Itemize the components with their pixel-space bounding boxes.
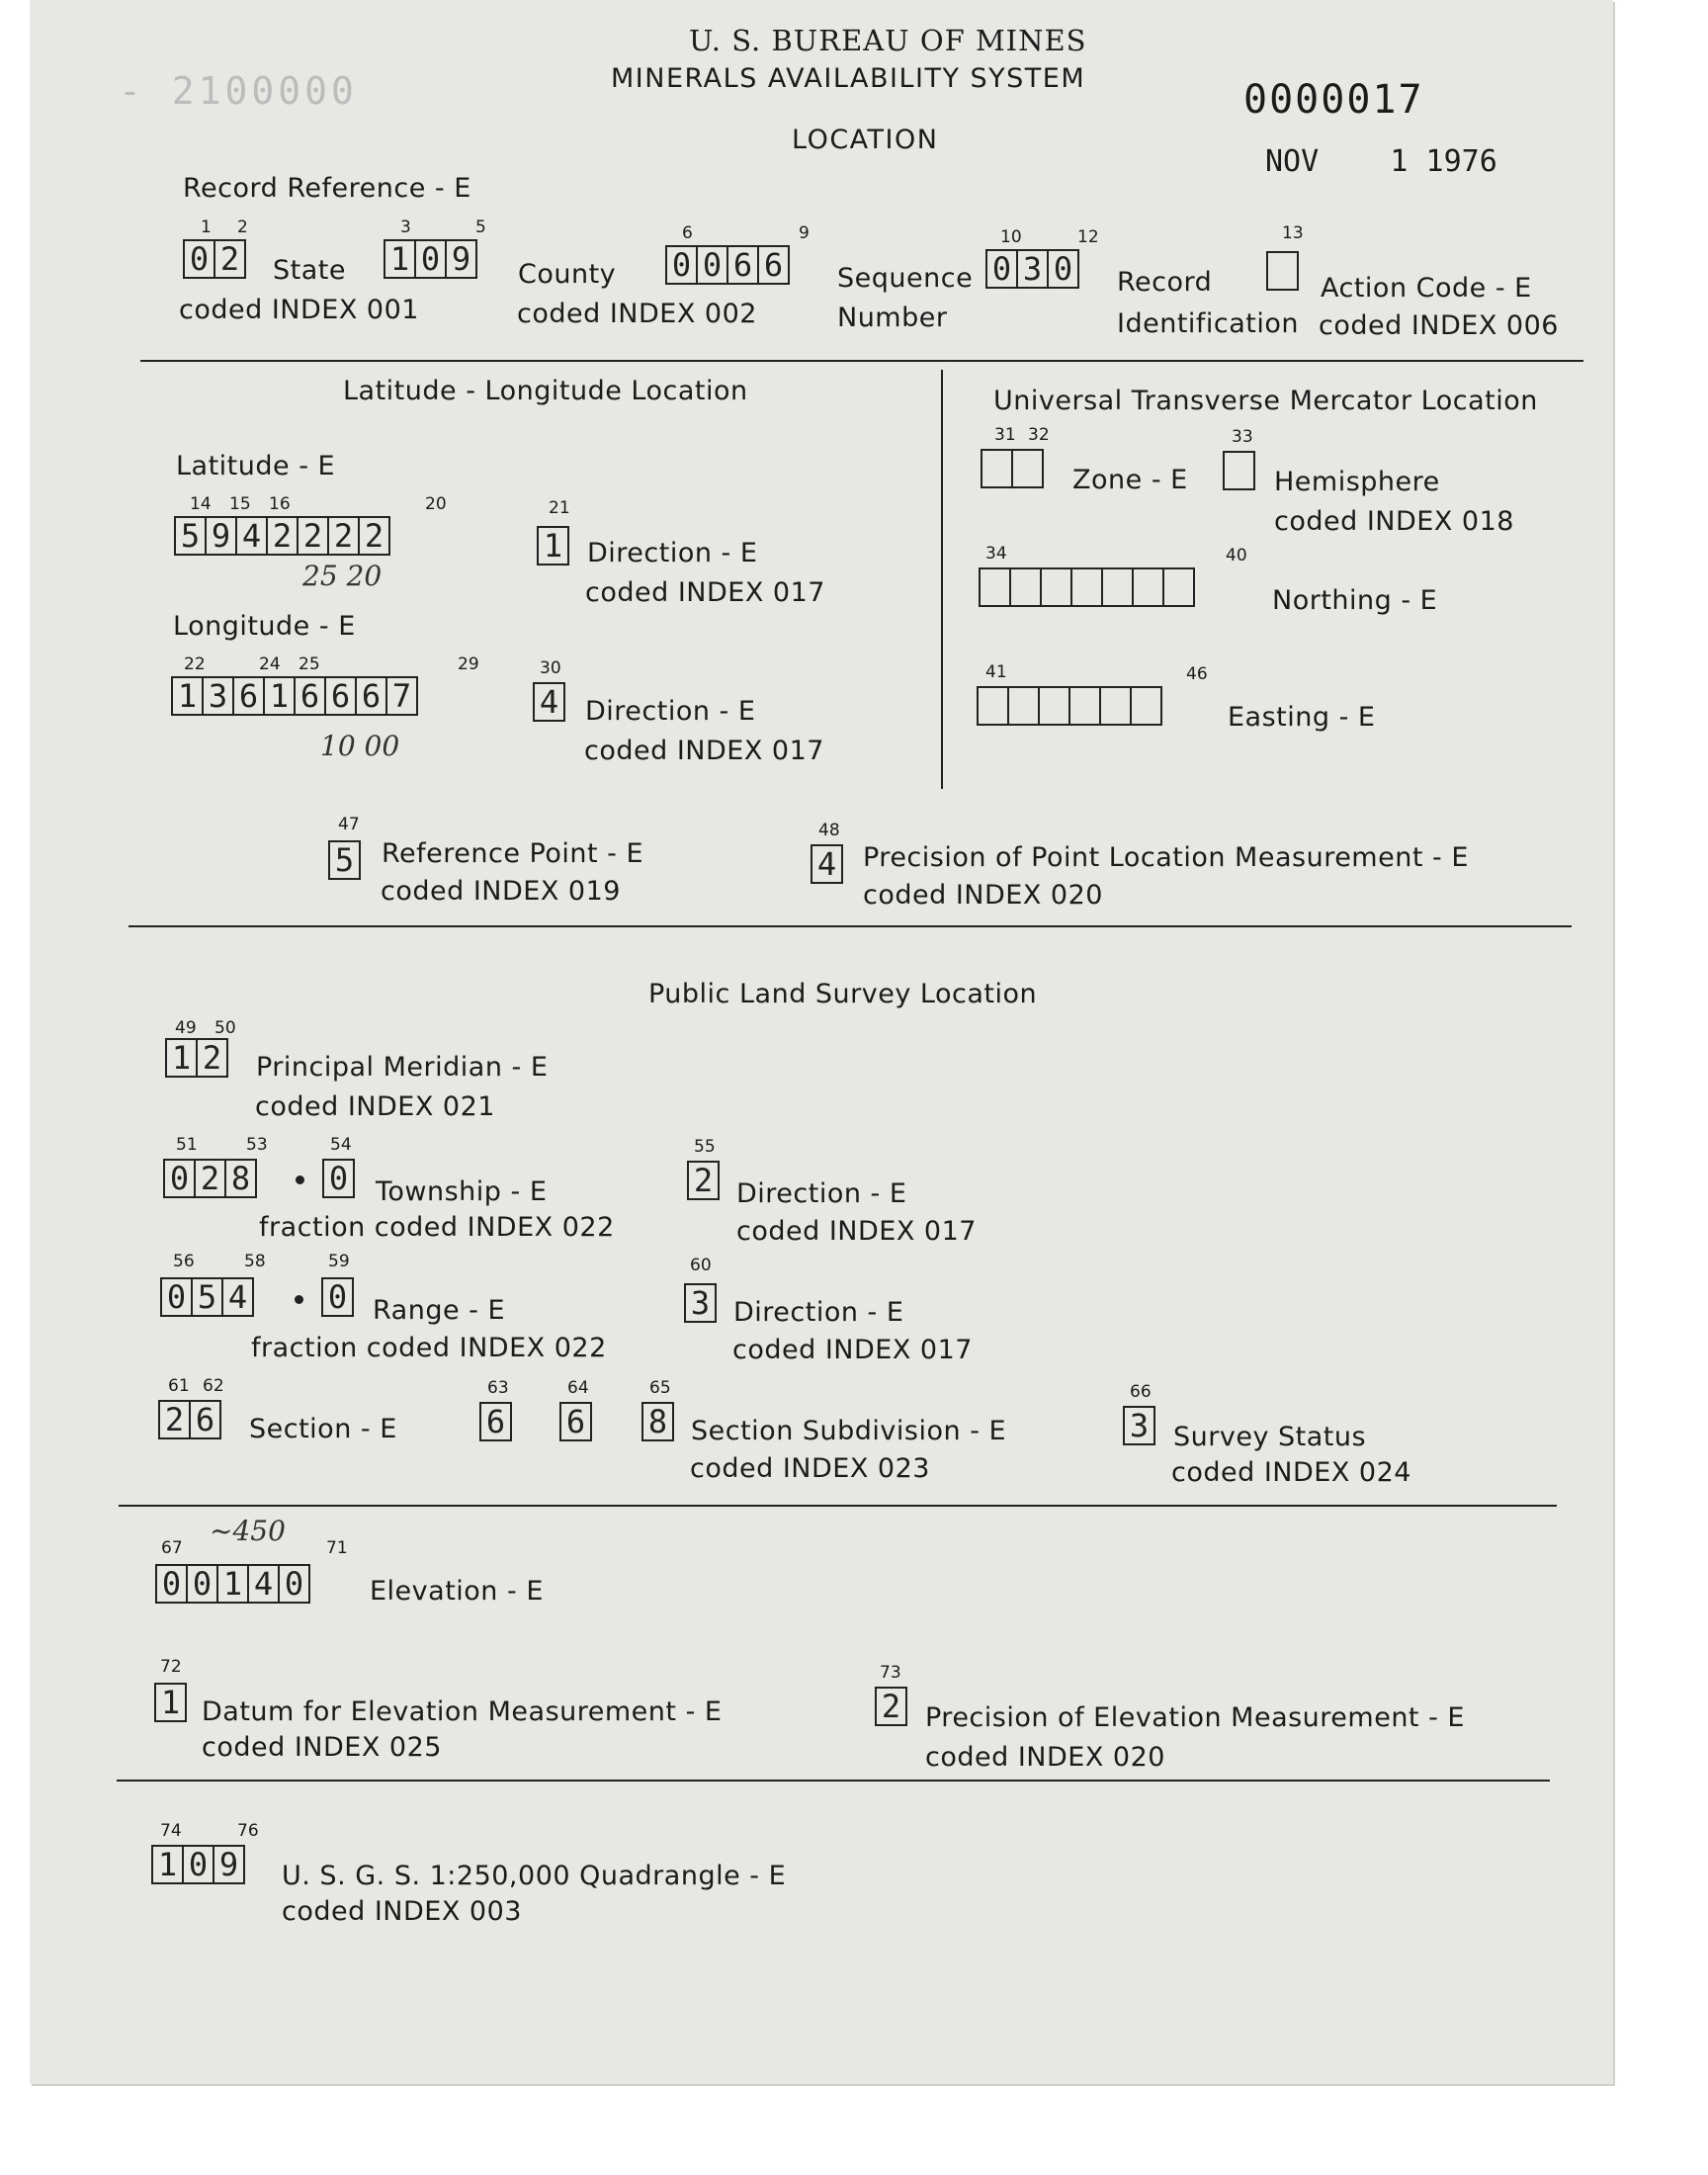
pls-heading: Public Land Survey Location (648, 979, 1038, 1009)
code-box (979, 567, 1011, 607)
section-divider (119, 1505, 1557, 1507)
code-box: 0 (163, 1159, 196, 1198)
precision-point-label: Precision of Point Location Measurement - E (863, 842, 1469, 873)
code-box (1007, 686, 1040, 726)
meridian-boxes[interactable] (165, 1038, 228, 1078)
code-box: 2 (297, 516, 329, 556)
section-divider (117, 1780, 1550, 1782)
code-box: 0 (985, 249, 1018, 289)
code-box: 3 (684, 1283, 717, 1323)
field-num: 9 (799, 223, 810, 243)
code-box: 0 (278, 1564, 310, 1604)
code-box: 5 (174, 516, 207, 556)
zone-boxes[interactable] (981, 449, 1044, 488)
field-num: 6 (682, 223, 693, 243)
field-num: 56 (173, 1252, 195, 1271)
code-box: 4 (235, 516, 268, 556)
code-box: 5 (328, 840, 361, 880)
code-box: 2 (687, 1161, 720, 1200)
county-label: County (518, 259, 617, 290)
field-num: 40 (1226, 546, 1247, 566)
field-num: 20 (425, 494, 447, 514)
subdivision-box-2[interactable] (559, 1402, 592, 1441)
field-num: 74 (160, 1821, 182, 1841)
long-direction-label: Direction - E (585, 696, 756, 727)
sequence-number-boxes[interactable] (665, 245, 790, 285)
record-stamp-number: 0000017 (1243, 77, 1424, 123)
township-direction-label: Direction - E (736, 1178, 907, 1209)
quadrangle-index: coded INDEX 003 (282, 1896, 522, 1927)
section-label: Section - E (249, 1414, 397, 1444)
code-box: 0 (155, 1564, 188, 1604)
field-num: 71 (326, 1538, 348, 1558)
field-num: 64 (567, 1378, 589, 1398)
easting-boxes[interactable] (977, 686, 1162, 726)
range-index: fraction coded INDEX 022 (251, 1333, 607, 1363)
northing-boxes[interactable] (979, 567, 1195, 607)
record-id-label-2: Identification (1117, 308, 1300, 339)
code-box: 2 (214, 239, 246, 279)
hemisphere-box[interactable] (1223, 451, 1255, 490)
record-id-label: Record (1117, 267, 1213, 298)
quadrangle-boxes[interactable] (151, 1845, 245, 1884)
code-box: 9 (205, 516, 237, 556)
code-box (1068, 686, 1101, 726)
field-num: 14 (190, 494, 212, 514)
code-box: 4 (247, 1564, 280, 1604)
code-box (1011, 449, 1044, 488)
longitude-label: Longitude - E (173, 611, 356, 642)
quadrangle-label: U. S. G. S. 1:250,000 Quadrangle - E (282, 1861, 787, 1891)
code-box: 9 (213, 1845, 245, 1884)
field-num: 67 (161, 1538, 183, 1558)
field-num: 21 (549, 498, 570, 518)
precision-point-index: coded INDEX 020 (863, 880, 1103, 911)
code-box: 9 (445, 239, 477, 279)
code-box: 3 (1123, 1406, 1155, 1445)
code-box (1070, 567, 1103, 607)
action-code-box[interactable] (1266, 251, 1299, 291)
meridian-label: Principal Meridian - E (256, 1052, 549, 1083)
field-num: 53 (246, 1135, 268, 1155)
range-direction-label: Direction - E (733, 1297, 904, 1328)
code-box: 1 (165, 1038, 198, 1078)
code-box (1132, 567, 1164, 607)
field-num: 63 (487, 1378, 509, 1398)
decimal-point (296, 1175, 304, 1184)
lat-direction-label: Direction - E (587, 538, 758, 568)
sequence-label-2: Number (837, 303, 948, 333)
field-num: 73 (880, 1663, 901, 1683)
field-num: 13 (1282, 223, 1304, 243)
code-box (1101, 567, 1134, 607)
system-title: MINERALS AVAILABILITY SYSTEM (611, 63, 1086, 94)
field-num: 55 (694, 1137, 716, 1157)
code-box: 4 (811, 844, 843, 884)
survey-status-box[interactable] (1123, 1406, 1155, 1445)
column-divider (941, 370, 943, 789)
code-box: 0 (665, 245, 698, 285)
field-num: 58 (244, 1252, 266, 1271)
action-code-index: coded INDEX 006 (1319, 310, 1559, 341)
field-num: 32 (1028, 425, 1050, 445)
code-box: 1 (171, 676, 204, 716)
code-box: 1 (384, 239, 416, 279)
utm-heading: Universal Transverse Mercator Location (993, 386, 1538, 416)
township-index: fraction coded INDEX 022 (259, 1212, 615, 1243)
code-box: 7 (385, 676, 418, 716)
long-direction-box[interactable] (533, 682, 565, 722)
code-box: 6 (294, 676, 326, 716)
code-box (1130, 686, 1162, 726)
code-box: 0 (1047, 249, 1079, 289)
range-label: Range - E (373, 1295, 506, 1326)
field-num: 22 (184, 654, 206, 674)
code-box (977, 686, 1009, 726)
lat-direction-box[interactable] (537, 526, 569, 566)
hemisphere-label: Hemisphere (1274, 467, 1440, 497)
state-label: State (273, 255, 346, 286)
code-box: 1 (154, 1683, 187, 1722)
section-title: LOCATION (792, 125, 939, 155)
field-num: 51 (176, 1135, 198, 1155)
code-box: 0 (321, 1277, 354, 1317)
longitude-handwritten-note: 10 00 (320, 730, 400, 762)
subdivision-box-3[interactable] (641, 1402, 674, 1441)
range-fraction-box[interactable] (321, 1277, 354, 1317)
field-num: 15 (229, 494, 251, 514)
field-num: 60 (690, 1256, 712, 1275)
record-reference-label: Record Reference - E (183, 173, 471, 204)
action-code-label: Action Code - E (1321, 273, 1532, 304)
field-num: 25 (299, 654, 320, 674)
field-num: 48 (818, 821, 840, 840)
township-fraction-box[interactable] (322, 1159, 355, 1198)
field-num: 10 (1000, 227, 1022, 247)
easting-label: Easting - E (1228, 702, 1376, 733)
field-num: 16 (269, 494, 291, 514)
field-num: 76 (237, 1821, 259, 1841)
township-label: Township - E (376, 1176, 548, 1207)
zone-label: Zone - E (1072, 465, 1188, 495)
elevation-label: Elevation - E (370, 1576, 544, 1607)
precision-point-box[interactable] (811, 844, 843, 884)
code-box: 2 (158, 1400, 191, 1439)
datum-label: Datum for Elevation Measurement - E (202, 1696, 723, 1727)
bureau-title: U. S. BUREAU OF MINES (689, 24, 1087, 57)
record-stamp-date: NOV 1 1976 (1265, 144, 1497, 179)
field-num: 46 (1186, 664, 1208, 684)
code-box: 8 (224, 1159, 257, 1198)
county-index: coded INDEX 002 (517, 299, 757, 329)
field-num: 3 (400, 218, 411, 237)
code-box (1162, 567, 1195, 607)
datum-index: coded INDEX 025 (202, 1732, 442, 1763)
code-box: 6 (479, 1402, 512, 1441)
field-num: 62 (203, 1376, 224, 1396)
code-box: 4 (221, 1277, 254, 1317)
field-num: 65 (649, 1378, 671, 1398)
code-box: 0 (322, 1159, 355, 1198)
hemisphere-index: coded INDEX 018 (1274, 506, 1514, 537)
field-num: 41 (985, 662, 1007, 682)
code-box: 0 (183, 239, 215, 279)
code-box: 0 (696, 245, 728, 285)
section-boxes[interactable] (158, 1400, 221, 1439)
code-box (981, 449, 1013, 488)
latlong-heading: Latitude - Longitude Location (343, 376, 748, 406)
range-boxes[interactable] (160, 1277, 254, 1317)
latitude-label: Latitude - E (176, 451, 336, 481)
survey-status-index: coded INDEX 024 (1171, 1457, 1411, 1488)
county-code-boxes[interactable] (384, 239, 477, 279)
state-code-boxes[interactable] (183, 239, 246, 279)
code-box (1223, 451, 1255, 490)
code-box: 1 (263, 676, 296, 716)
code-box: 1 (151, 1845, 184, 1884)
field-num: 30 (540, 658, 561, 678)
precision-elevation-index: coded INDEX 020 (925, 1742, 1165, 1773)
subdivision-index: coded INDEX 023 (690, 1453, 930, 1484)
field-num: 50 (214, 1018, 236, 1038)
code-box: 5 (191, 1277, 223, 1317)
field-num: 12 (1077, 227, 1099, 247)
township-direction-index: coded INDEX 017 (736, 1216, 977, 1247)
code-box: 6 (355, 676, 387, 716)
latitude-handwritten-note: 25 20 (302, 560, 383, 592)
section-divider (128, 925, 1572, 927)
code-box: 2 (196, 1038, 228, 1078)
township-direction-box[interactable] (687, 1161, 720, 1200)
northing-label: Northing - E (1272, 585, 1438, 616)
code-box: 0 (182, 1845, 214, 1884)
code-box: 2 (266, 516, 299, 556)
code-box (1038, 686, 1070, 726)
range-direction-box[interactable] (684, 1283, 717, 1323)
code-box: 6 (559, 1402, 592, 1441)
code-box: 3 (1016, 249, 1049, 289)
code-box: 2 (358, 516, 390, 556)
latitude-boxes[interactable] (174, 516, 390, 556)
subdivision-label: Section Subdivision - E (691, 1416, 1007, 1446)
lat-direction-index: coded INDEX 017 (585, 577, 825, 608)
code-box (1099, 686, 1132, 726)
reference-point-label: Reference Point - E (382, 838, 644, 869)
field-num: 47 (338, 815, 360, 834)
field-num: 54 (330, 1135, 352, 1155)
range-direction-index: coded INDEX 017 (732, 1335, 973, 1365)
field-num: 72 (160, 1657, 182, 1677)
datum-box[interactable] (154, 1683, 187, 1722)
field-num: 34 (985, 544, 1007, 564)
code-box: 4 (533, 682, 565, 722)
field-num: 33 (1232, 427, 1253, 447)
precision-elevation-label: Precision of Elevation Measurement - E (925, 1702, 1465, 1733)
code-box: 1 (537, 526, 569, 566)
field-num: 31 (994, 425, 1016, 445)
code-box (1009, 567, 1042, 607)
field-num: 59 (328, 1252, 350, 1271)
code-box: 6 (232, 676, 265, 716)
field-num: 24 (259, 654, 281, 674)
code-box: 8 (641, 1402, 674, 1441)
decimal-point (295, 1295, 303, 1304)
code-box: 0 (414, 239, 447, 279)
precision-elevation-box[interactable] (875, 1687, 907, 1726)
survey-status-label: Survey Status (1173, 1422, 1367, 1452)
code-box: 6 (324, 676, 357, 716)
code-box (1040, 567, 1072, 607)
code-box: 2 (875, 1687, 907, 1726)
sequence-label: Sequence (837, 263, 974, 294)
reference-point-box[interactable] (328, 840, 361, 880)
record-id-boxes[interactable] (985, 249, 1079, 289)
reference-point-index: coded INDEX 019 (381, 876, 621, 907)
township-boxes[interactable] (163, 1159, 257, 1198)
field-num: 61 (168, 1376, 190, 1396)
code-box: 0 (186, 1564, 218, 1604)
state-index: coded INDEX 001 (179, 295, 419, 325)
code-box: 1 (216, 1564, 249, 1604)
elevation-handwritten-note: ~450 (210, 1515, 286, 1547)
code-box: 2 (194, 1159, 226, 1198)
field-num: 29 (458, 654, 479, 674)
code-box: 0 (160, 1277, 193, 1317)
field-num: 66 (1130, 1382, 1152, 1402)
meridian-index: coded INDEX 021 (255, 1091, 495, 1122)
faint-stamp: - 2100000 (119, 69, 358, 113)
field-num: 5 (475, 218, 486, 237)
long-direction-index: coded INDEX 017 (584, 736, 824, 766)
subdivision-box-1[interactable] (479, 1402, 512, 1441)
field-num: 49 (175, 1018, 197, 1038)
code-box: 2 (327, 516, 360, 556)
section-divider (140, 360, 1583, 362)
code-box: 6 (757, 245, 790, 285)
elevation-boxes[interactable] (155, 1564, 310, 1604)
code-box (1266, 251, 1299, 291)
longitude-boxes[interactable] (171, 676, 418, 716)
code-box: 6 (726, 245, 759, 285)
code-box: 3 (202, 676, 234, 716)
field-num: 2 (237, 218, 248, 237)
field-num: 1 (201, 218, 212, 237)
code-box: 6 (189, 1400, 221, 1439)
